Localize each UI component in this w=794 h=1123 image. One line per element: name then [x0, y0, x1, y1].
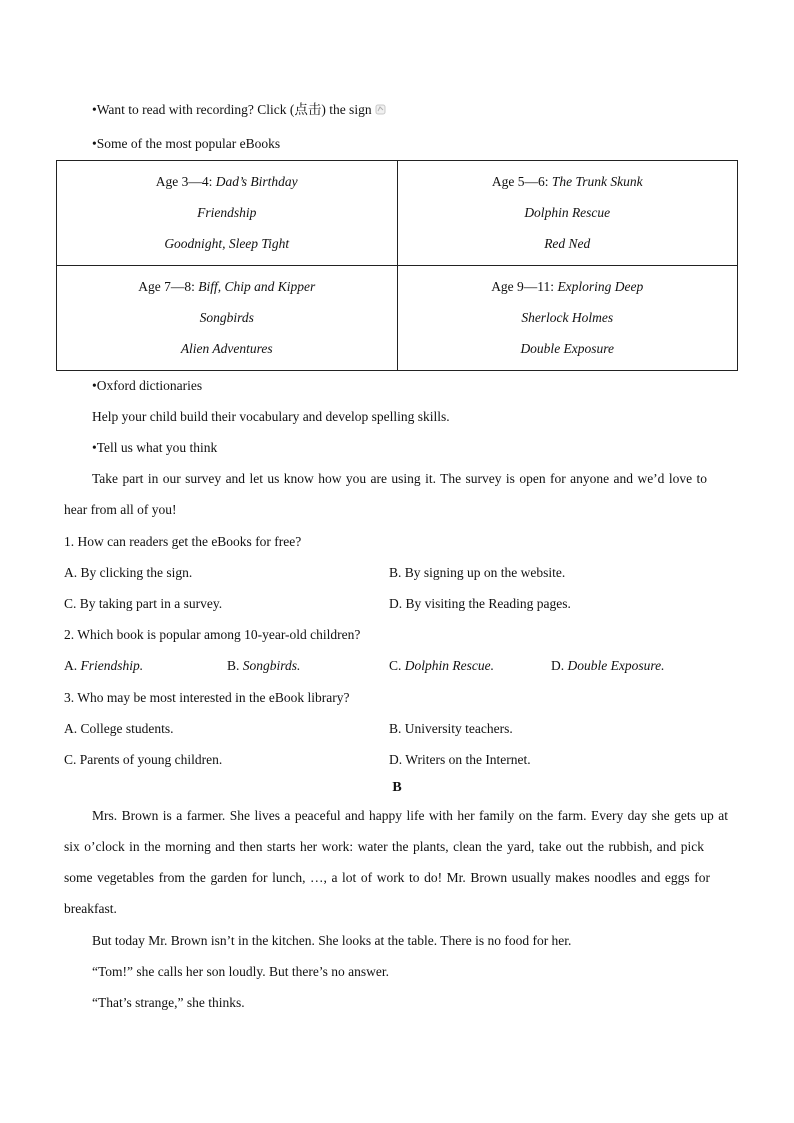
bullet-tell-us: •Tell us what you think	[92, 440, 218, 455]
option-text: Dolphin Rescue.	[404, 658, 494, 673]
table-cell-age-5-6	[397, 161, 738, 266]
question-3-stem: 3. Who may be most interested in the eBook library?	[64, 690, 350, 705]
book-title: Dad’s Birthday	[215, 174, 298, 189]
option-letter: B.	[227, 658, 243, 673]
question-3-option-c: C. Parents of young children.	[64, 752, 223, 767]
book-title: Double Exposure	[520, 341, 615, 356]
cell-age-line	[398, 174, 738, 190]
table-cell-age-9-11	[397, 266, 738, 371]
section-b-paragraph-4: “That’s strange,” she thinks.	[92, 995, 245, 1010]
cell-age-line	[57, 174, 397, 190]
option-text: Friendship.	[80, 658, 144, 673]
sign-icon[interactable]	[375, 103, 386, 114]
book-title: Goodnight, Sleep Tight	[164, 236, 290, 251]
book-title: Songbirds	[199, 310, 254, 325]
age-range: Age 3—4:	[155, 174, 216, 189]
oxford-description: Help your child build their vocabulary and develop spelling skills.	[92, 409, 450, 424]
table-row	[57, 161, 738, 266]
option-letter: C.	[389, 658, 405, 673]
table-row	[57, 266, 738, 371]
bullet-recording-text: •Want to read with recording? Click (点击) the sign	[92, 102, 372, 117]
question-1-option-c: C. By taking part in a survey.	[64, 596, 223, 611]
question-2-option-b	[227, 658, 300, 674]
book-title: Exploring Deep	[557, 279, 644, 294]
question-1-option-a: A. By clicking the sign.	[64, 565, 193, 580]
question-1-option-b: B. By signing up on the website.	[389, 565, 566, 580]
section-b-paragraph-1-line-3: some vegetables from the garden for lunch, …, a lot of work to do! Mr. Brown usually makes noodles and eggs for	[64, 870, 710, 885]
question-2-option-c	[389, 658, 494, 674]
bullet-oxford: •Oxford dictionaries	[92, 378, 203, 393]
question-3-option-d: D. Writers on the Internet.	[389, 752, 531, 767]
book-title: Biff, Chip and Kipper	[198, 279, 316, 294]
question-3-option-b: B. University teachers.	[389, 721, 513, 736]
section-b-paragraph-1-line-2: six o’clock in the morning and then starts her work: water the plants, clean the yard, take out the rubbish, and pick	[64, 839, 704, 854]
bullet-recording	[92, 102, 386, 118]
cell-age-line	[398, 279, 738, 295]
option-letter: A.	[64, 658, 81, 673]
age-range: Age 7—8:	[138, 279, 199, 294]
survey-text-line-1: Take part in our survey and let us know how you are using it. The survey is open for anyone and we’d love to	[92, 471, 707, 486]
book-title: Alien Adventures	[180, 341, 273, 356]
age-range: Age 5—6:	[491, 174, 552, 189]
book-title: Dolphin Rescue	[524, 205, 611, 220]
section-b-paragraph-1-line-4: breakfast.	[64, 901, 117, 916]
book-title: Red Ned	[544, 236, 591, 251]
cell-age-line	[57, 279, 397, 295]
option-letter: D.	[551, 658, 568, 673]
survey-text-line-2: hear from all of you!	[64, 502, 177, 517]
book-title: The Trunk Skunk	[551, 174, 643, 189]
question-1-stem: 1. How can readers get the eBooks for free?	[64, 534, 302, 549]
question-2-option-d	[551, 658, 664, 674]
section-b-paragraph-3: “Tom!” she calls her son loudly. But there’s no answer.	[92, 964, 389, 979]
question-2-stem: 2. Which book is popular among 10-year-old children?	[64, 627, 361, 642]
option-text: Songbirds.	[242, 658, 301, 673]
book-title: Sherlock Holmes	[521, 310, 614, 325]
table-cell-age-3-4	[57, 161, 398, 266]
question-1-option-d: D. By visiting the Reading pages.	[389, 596, 571, 611]
age-range: Age 9—11:	[491, 279, 558, 294]
table-cell-age-7-8	[57, 266, 398, 371]
question-2-option-a	[64, 658, 143, 674]
section-b-heading: B	[392, 780, 402, 795]
question-3-option-a: A. College students.	[64, 721, 174, 736]
section-b-paragraph-1-line-1: Mrs. Brown is a farmer. She lives a peaceful and happy life with her family on the farm. Every day she gets up at	[92, 808, 728, 823]
ebooks-table	[56, 160, 738, 371]
section-b-paragraph-2: But today Mr. Brown isn’t in the kitchen. She looks at the table. There is no food for her.	[92, 933, 572, 948]
option-text: Double Exposure.	[567, 658, 665, 673]
book-title: Friendship	[197, 205, 257, 220]
bullet-popular: •Some of the most popular eBooks	[92, 136, 281, 151]
